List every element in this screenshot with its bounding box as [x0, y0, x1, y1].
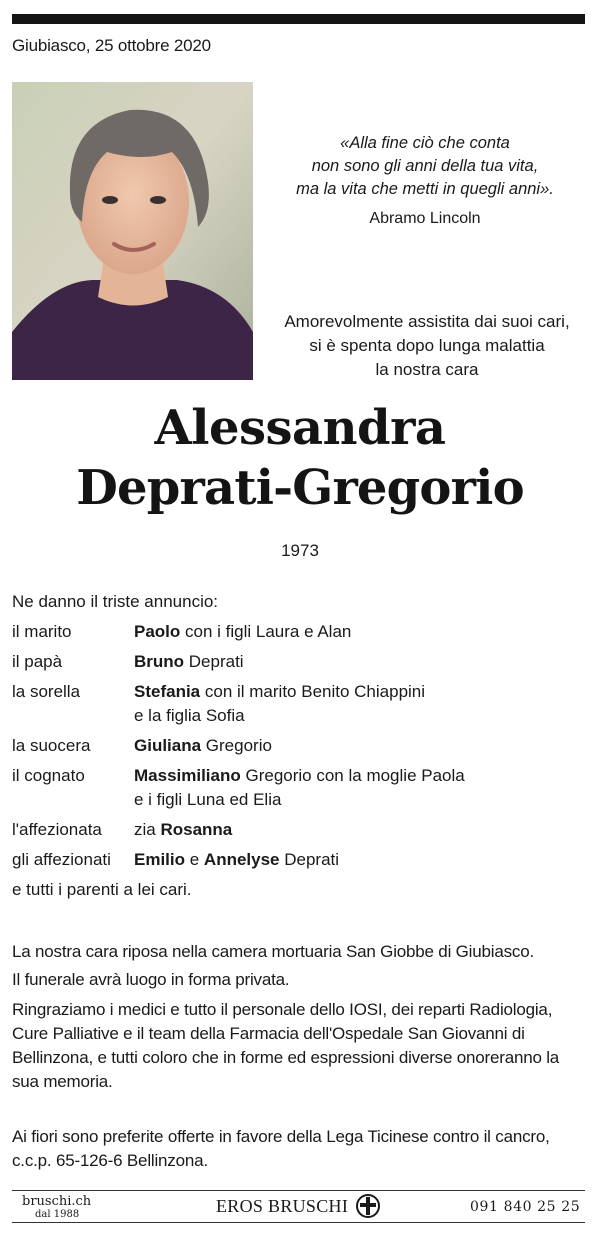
family-row — [12, 734, 592, 758]
family-names — [134, 848, 592, 872]
thanks-notice: Ringraziamo i medici e tutto il personale dello IOSI, dei reparti Radiologia, Cure Palliative e il team della Farmacia dell'Ospedale San Giovanni di Bellinzona, e tutti coloro che in forme ed espressioni diverse onoreranno la sua memoria. — [12, 1000, 560, 1091]
name-line2: e i figli Luna ed Elia — [134, 790, 282, 809]
footer-since: dal 1988 — [35, 1209, 80, 1220]
relation-label: il cognato — [12, 766, 85, 785]
quote — [270, 132, 580, 201]
footer-rule — [12, 1222, 585, 1223]
family-names — [134, 734, 592, 758]
bold-name: Bruno — [134, 652, 185, 671]
bold-name: Emilio — [134, 850, 186, 869]
family-names — [134, 620, 592, 644]
name-conjunction: e — [185, 850, 204, 869]
intro-text — [262, 310, 592, 382]
intro-line: si è spenta dopo lunga malattia — [309, 336, 545, 355]
bold-name: Giuliana — [134, 736, 202, 755]
rest-place-notice: La nostra cara riposa nella camera mortuaria San Giobbe di Giubiasco. — [12, 942, 534, 961]
quote-author: Abramo Lincoln — [369, 210, 481, 227]
name-rest: con il marito Benito Chiappini — [200, 682, 426, 701]
deceased-surname: Deprati-Gregorio — [76, 460, 524, 516]
intro-line: la nostra cara — [375, 360, 479, 379]
relation-label: la sorella — [12, 682, 81, 701]
relation-label: gli affezionati — [12, 850, 111, 869]
deceased-first-name: Alessandra — [154, 400, 446, 456]
footer-website: bruschi.ch — [22, 1194, 92, 1209]
family-row — [12, 848, 592, 872]
name-rest: Deprati — [184, 652, 244, 671]
funeral-notice: Il funerale avrà luogo in forma privata. — [12, 970, 290, 989]
cross-in-circle-icon — [355, 1193, 381, 1219]
announcement-heading: Ne danno il triste annuncio: — [12, 592, 219, 611]
bold-name: Massimiliano — [134, 766, 241, 785]
bold-name: Annelyse — [203, 850, 280, 869]
family-names — [134, 650, 592, 674]
family-names — [134, 764, 592, 812]
name-rest: con i figli Laura e Alan — [180, 622, 352, 641]
footer-brand: EROS BRUSCHI — [216, 1196, 349, 1216]
relation-label: il marito — [12, 622, 72, 641]
portrait-photo — [12, 82, 253, 380]
relation-label: la suocera — [12, 736, 91, 755]
family-row — [12, 680, 592, 728]
intro-line: Amorevolmente assistita dai suoi cari, — [284, 312, 570, 331]
bold-name: Stefania — [134, 682, 201, 701]
closing-line: e tutti i parenti a lei cari. — [12, 880, 192, 899]
family-row — [12, 650, 592, 674]
name-prefix: zia — [134, 820, 161, 839]
family-names — [134, 680, 592, 728]
relation-label: il papà — [12, 652, 63, 671]
footer-phone: 091 840 25 25 — [470, 1199, 581, 1215]
family-row — [12, 764, 592, 812]
name-rest: Gregorio con la moglie Paola — [240, 766, 465, 785]
footer-rule — [12, 1190, 585, 1191]
family-list — [12, 620, 592, 878]
family-row — [12, 818, 592, 842]
quote-line: non sono gli anni della tua vita, — [311, 157, 539, 175]
bold-name: Rosanna — [160, 820, 233, 839]
top-rule — [12, 14, 585, 24]
birth-year: 1973 — [281, 541, 319, 560]
name-rest: Deprati — [279, 850, 340, 869]
quote-line: «Alla fine ciò che conta — [340, 134, 510, 152]
quote-line: ma la vita che metti in quegli anni». — [296, 180, 554, 198]
relation-label: l'affezionata — [12, 820, 102, 839]
name-rest: Gregorio — [201, 736, 272, 755]
bold-name: Paolo — [134, 622, 181, 641]
date-line: Giubiasco, 25 ottobre 2020 — [12, 36, 211, 55]
donations-notice: Ai fiori sono preferite offerte in favore della Lega Ticinese contro il cancro, c.c.p. 65-126-6 Bellinzona. — [12, 1127, 550, 1170]
family-names — [134, 818, 592, 842]
name-line2: e la figlia Sofia — [134, 706, 245, 725]
family-row — [12, 620, 592, 644]
